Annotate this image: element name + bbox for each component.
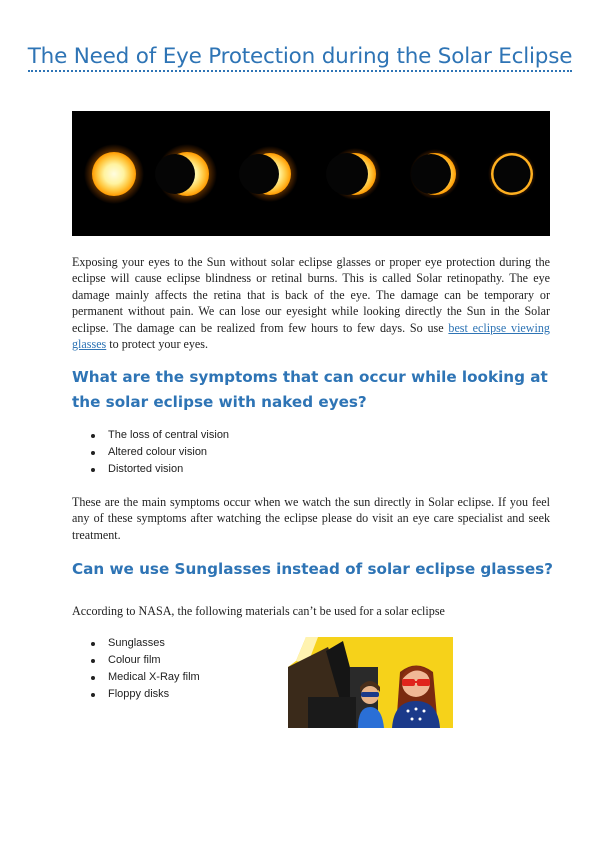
- list-item: Floppy disks: [90, 686, 200, 703]
- symptoms-followup-paragraph: These are the main symptoms occur when we watch the sun directly in Solar eclipse. If you feel any of these symptoms after watching the eclipse please do visit an eye care specialist and seek treatment.: [72, 495, 550, 542]
- intro-text-end: to protect your eyes.: [106, 337, 209, 352]
- list-item: Colour film: [90, 652, 200, 669]
- page-title: [0, 44, 600, 69]
- symptoms-list: [90, 427, 229, 478]
- intro-paragraph: [72, 254, 550, 352]
- sunglasses-heading: Can we use Sunglasses instead of solar eclipse glasses?: [72, 560, 553, 578]
- page-title-text: The Need of Eye Protection during the Solar Eclipse: [28, 44, 573, 72]
- list-item: Medical X-Ray film: [90, 669, 200, 686]
- eclipse-glasses-illustration: [288, 637, 453, 728]
- symptoms-heading: What are the symptoms that can occur while looking at the solar eclipse with naked eyes?: [72, 368, 548, 411]
- materials-list: [90, 635, 200, 703]
- list-item: Altered colour vision: [90, 444, 229, 461]
- eclipse-phase-6: [488, 150, 536, 198]
- intro-text: Exposing your eyes to the Sun without solar eclipse glasses or proper eye protection during the eclipse will cause eclipse blindness or retinal burns. This is called Solar retinopathy. The eye damage mainly affects the retina that is back of the eye. The damage can be temporary or permanent without pain. We can lose our eyesight while looking directly the Sun in the Solar eclipse. The damage can be realized from few hours to few days. So use: [72, 255, 550, 335]
- list-item: The loss of central vision: [90, 427, 229, 444]
- list-item: Distorted vision: [90, 461, 229, 478]
- eclipse-phase-5: [410, 149, 460, 199]
- eclipse-glasses-link[interactable]: best eclipse viewing glasses: [72, 320, 550, 352]
- list-item: Sunglasses: [90, 635, 200, 652]
- eclipse-phase-1: [84, 144, 144, 204]
- nasa-paragraph: According to NASA, the following materials can’t be used for a solar eclipse: [72, 604, 445, 618]
- eclipse-phases-image: [72, 111, 550, 236]
